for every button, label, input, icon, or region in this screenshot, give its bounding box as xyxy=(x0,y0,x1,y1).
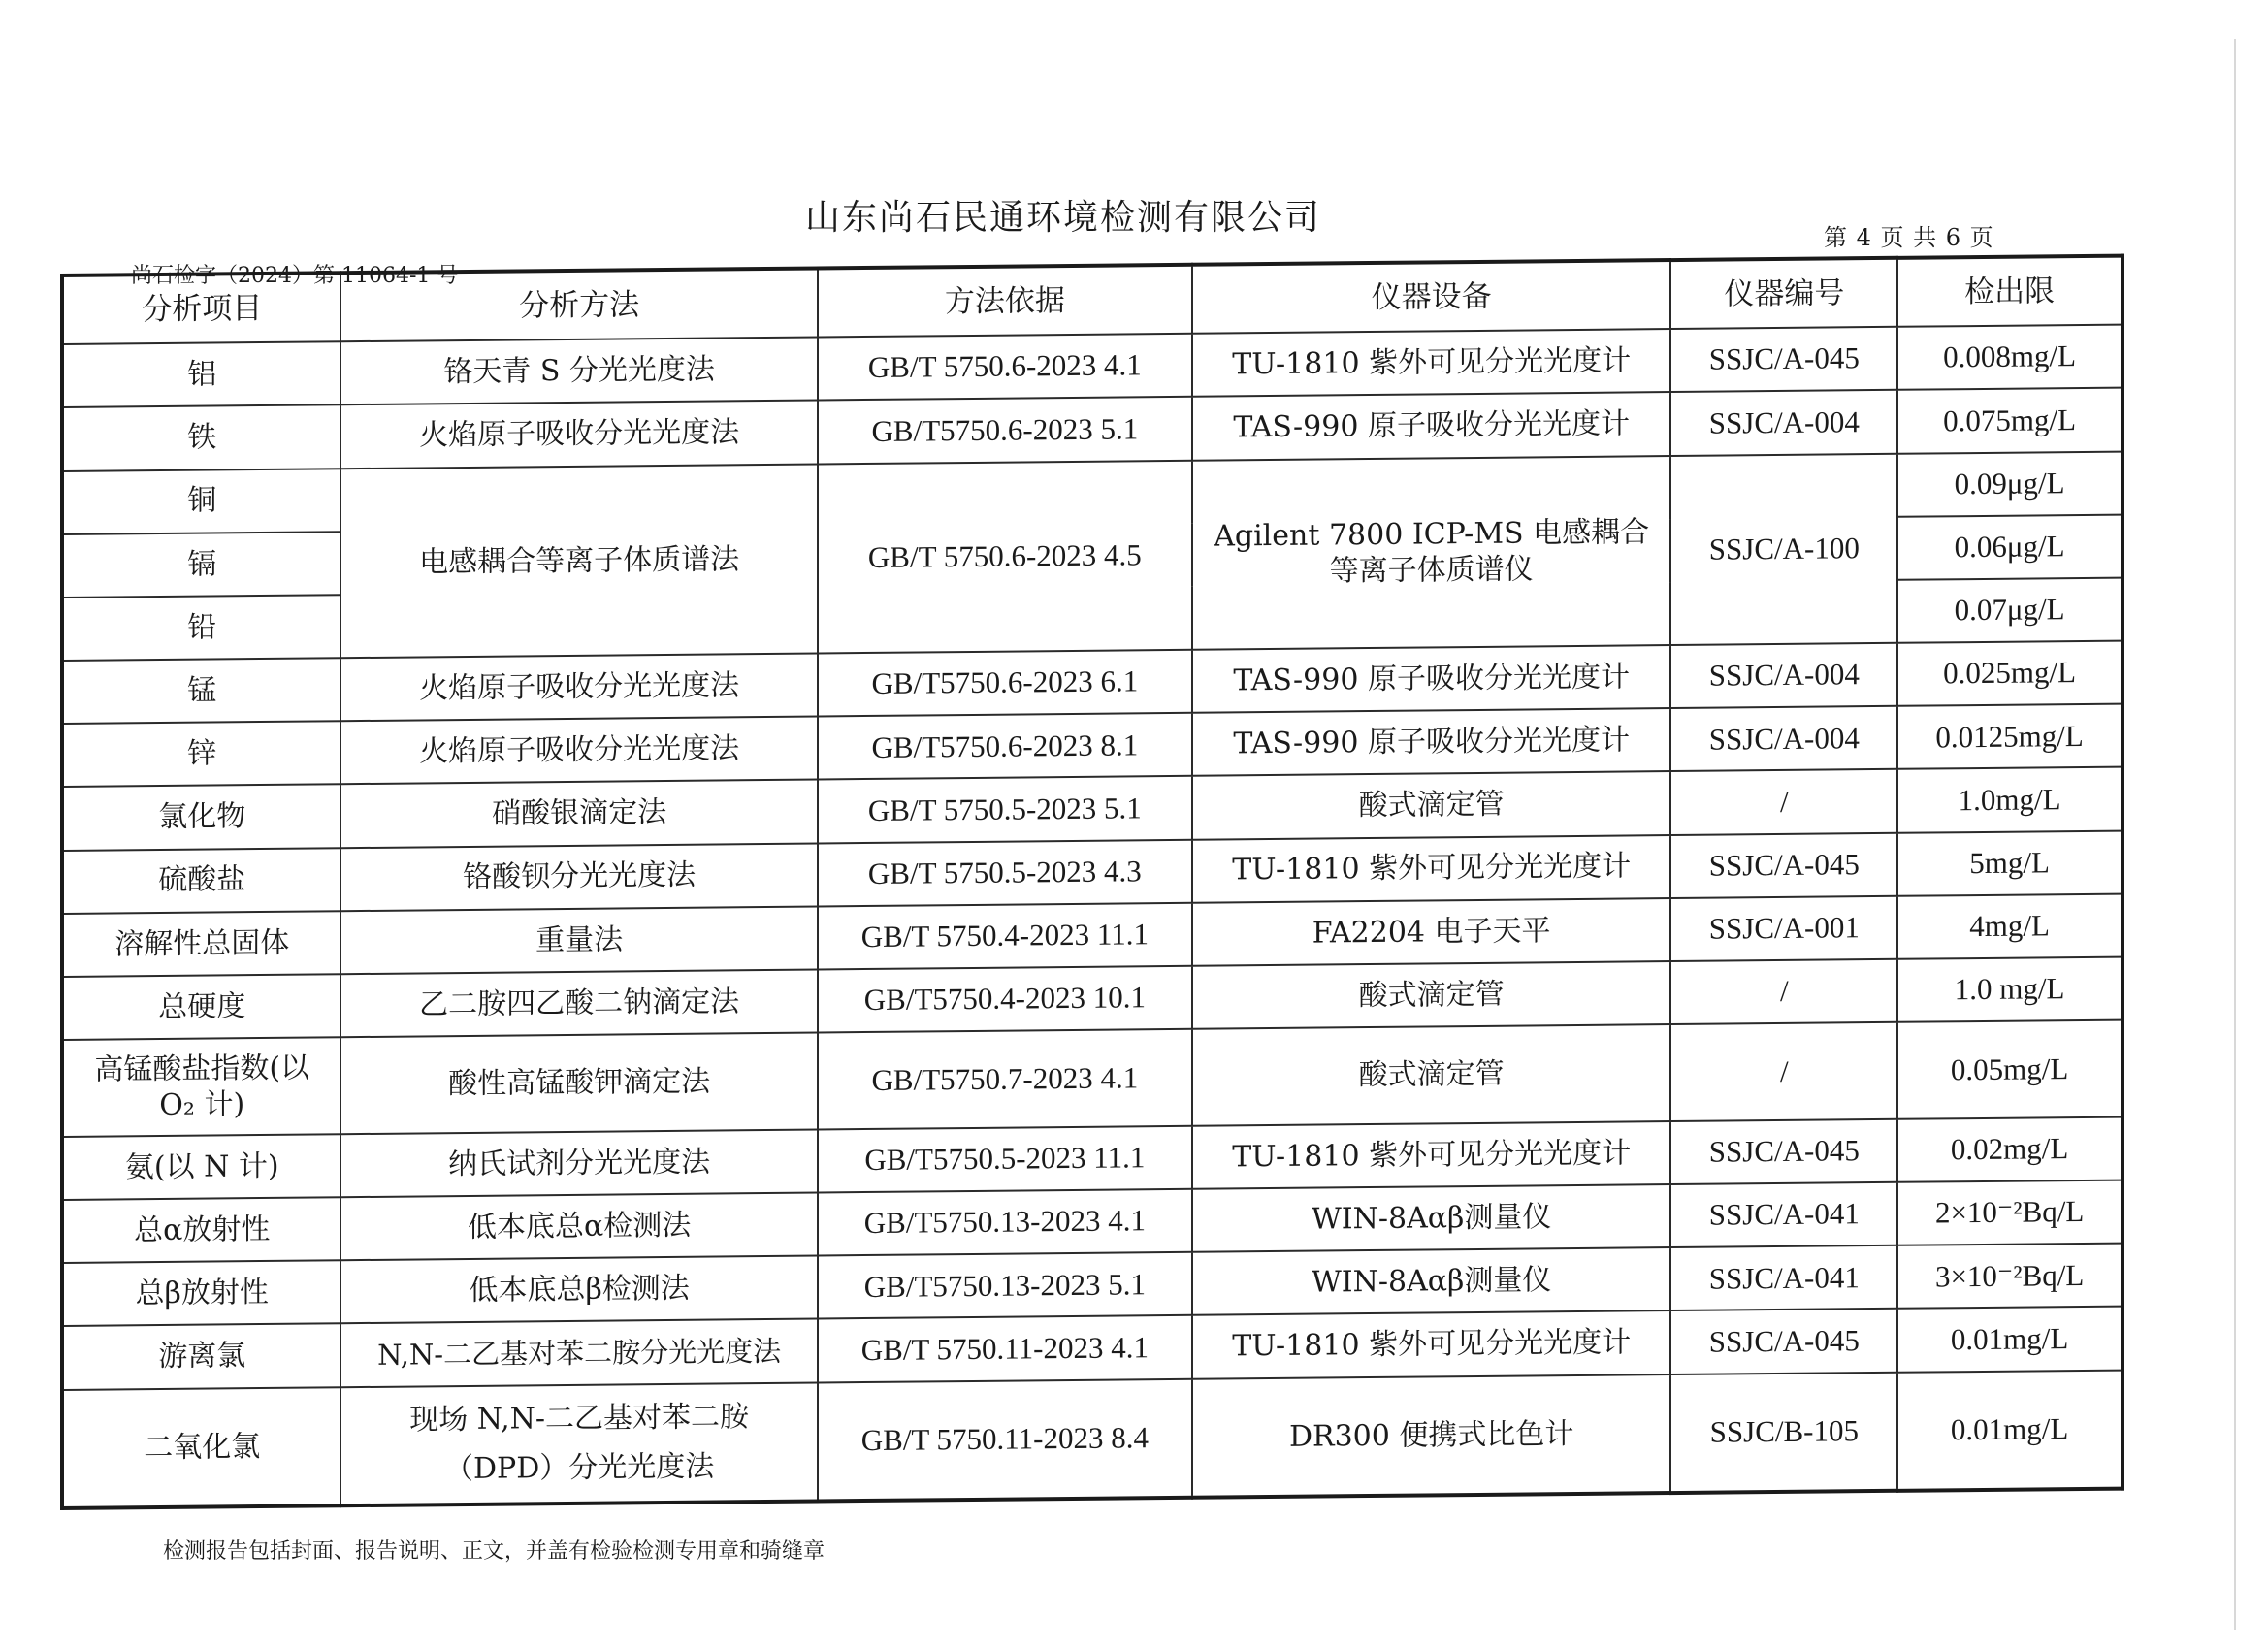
method-cell: 纳氏试剂分光光度法 xyxy=(340,1129,817,1197)
item-cell: 高锰酸盐指数(以 O₂ 计) xyxy=(62,1037,340,1137)
method-cell: 火焰原子吸收分光光度法 xyxy=(340,401,817,469)
method-cell: 重量法 xyxy=(340,906,817,974)
instrument-cell: TU-1810 紫外可见分光光度计 xyxy=(1192,1121,1670,1189)
item-cell: 铁 xyxy=(62,405,340,471)
item-cell: 铝 xyxy=(62,342,340,408)
basis-cell: GB/T5750.6-2023 5.1 xyxy=(818,397,1192,464)
instrument-cell: WIN-8Aαβ测量仪 xyxy=(1192,1184,1670,1252)
instrument-cell: TAS-990 原子吸收分光光度计 xyxy=(1192,708,1670,776)
basis-cell: GB/T 5750.5-2023 4.3 xyxy=(818,839,1192,906)
limit-cell: 4mg/L xyxy=(1897,893,2122,958)
instrument-no-cell: SSJC/A-100 xyxy=(1670,453,1897,645)
footnote: 检测报告包括封面、报告说明、正文，并盖有检验检测专用章和骑缝章 xyxy=(163,1539,826,1564)
item-cell: 铜 xyxy=(62,469,340,534)
basis-cell: GB/T 5750.6-2023 4.5 xyxy=(818,460,1192,653)
instrument-no-cell: SSJC/A-041 xyxy=(1670,1245,1897,1310)
header-item: 分析项目 xyxy=(62,273,340,344)
item-cell: 游离氯 xyxy=(62,1324,340,1390)
instrument-no-cell: SSJC/A-001 xyxy=(1670,896,1897,961)
instrument-cell: TAS-990 原子吸收分光光度计 xyxy=(1192,393,1670,461)
method-cell: 电感耦合等离子体质谱法 xyxy=(340,464,817,658)
header-basis: 方法依据 xyxy=(818,265,1192,338)
limit-cell: 0.09μg/L xyxy=(1897,451,2122,516)
instrument-no-cell: SSJC/A-004 xyxy=(1670,390,1897,455)
instrument-no-cell: SSJC/B-105 xyxy=(1670,1372,1897,1493)
limit-cell: 0.01mg/L xyxy=(1897,1370,2122,1491)
instrument-cell: WIN-8Aαβ测量仪 xyxy=(1192,1247,1670,1315)
limit-cell: 0.008mg/L xyxy=(1897,325,2122,390)
header-detection-limit: 检出限 xyxy=(1897,256,2122,328)
instrument-no-cell: SSJC/A-041 xyxy=(1670,1182,1897,1247)
basis-cell: GB/T5750.13-2023 5.1 xyxy=(818,1252,1192,1319)
instrument-no-cell: SSJC/A-004 xyxy=(1670,643,1897,708)
instrument-cell: 酸式滴定管 xyxy=(1192,961,1670,1029)
limit-cell: 0.075mg/L xyxy=(1897,388,2122,453)
instrument-cell: TAS-990 原子吸收分光光度计 xyxy=(1192,645,1670,713)
limit-cell: 0.06μg/L xyxy=(1897,514,2122,579)
method-cell: 低本底总α检测法 xyxy=(340,1193,817,1261)
basis-cell: GB/T5750.13-2023 4.1 xyxy=(818,1189,1192,1256)
method-cell: 火焰原子吸收分光光度法 xyxy=(340,654,817,722)
method-cell: 酸性高锰酸钾滴定法 xyxy=(340,1033,817,1135)
instrument-cell: TU-1810 紫外可见分光光度计 xyxy=(1192,1311,1670,1379)
method-cell: 硝酸银滴定法 xyxy=(340,780,817,848)
limit-cell: 1.0 mg/L xyxy=(1897,957,2122,1022)
basis-cell: GB/T 5750.11-2023 8.4 xyxy=(818,1378,1192,1501)
instrument-no-cell: / xyxy=(1670,769,1897,834)
item-cell: 总α放射性 xyxy=(62,1197,340,1263)
method-cell: 铬酸钡分光光度法 xyxy=(340,843,817,911)
method-cell: 低本底总β检测法 xyxy=(340,1256,817,1324)
instrument-no-cell: SSJC/A-045 xyxy=(1670,832,1897,897)
limit-cell: 3×10⁻²Bq/L xyxy=(1897,1244,2122,1309)
basis-cell: GB/T 5750.5-2023 5.1 xyxy=(818,776,1192,843)
limit-cell: 0.07μg/L xyxy=(1897,578,2122,643)
limit-cell: 0.0125mg/L xyxy=(1897,704,2122,769)
company-title: 山东尚石民通环境检测有限公司 xyxy=(805,198,1322,238)
header-instrument-no: 仪器编号 xyxy=(1670,258,1897,330)
instrument-no-cell: / xyxy=(1670,959,1897,1024)
header-method: 分析方法 xyxy=(340,269,817,342)
instrument-no-cell: SSJC/A-045 xyxy=(1670,1309,1897,1374)
basis-cell: GB/T 5750.6-2023 4.1 xyxy=(818,334,1192,401)
item-cell: 硫酸盐 xyxy=(62,848,340,914)
document-number: 尚石检字（2024）第 11064-1 号 xyxy=(131,264,459,288)
item-cell: 二氧化氯 xyxy=(62,1387,340,1508)
item-cell: 铅 xyxy=(62,595,340,661)
instrument-no-cell: SSJC/A-045 xyxy=(1670,327,1897,392)
basis-cell: GB/T5750.5-2023 11.1 xyxy=(818,1126,1192,1193)
instrument-no-cell: SSJC/A-045 xyxy=(1670,1119,1897,1184)
limit-cell: 0.01mg/L xyxy=(1897,1307,2122,1372)
method-cell: 现场 N,N-二乙基对苯二胺（DPD）分光光度法 xyxy=(340,1382,817,1505)
scan-edge-line xyxy=(2234,39,2236,1630)
basis-cell: GB/T5750.7-2023 4.1 xyxy=(818,1029,1192,1130)
method-cell: 火焰原子吸收分光光度法 xyxy=(340,717,817,785)
limit-cell: 0.025mg/L xyxy=(1897,641,2122,706)
instrument-no-cell: / xyxy=(1670,1022,1897,1121)
item-cell: 总β放射性 xyxy=(62,1261,340,1327)
basis-cell: GB/T5750.6-2023 6.1 xyxy=(818,650,1192,717)
instrument-cell: TU-1810 紫外可见分光光度计 xyxy=(1192,835,1670,903)
instrument-cell: FA2204 电子天平 xyxy=(1192,898,1670,966)
basis-cell: GB/T 5750.4-2023 11.1 xyxy=(818,903,1192,970)
item-cell: 溶解性总固体 xyxy=(62,911,340,977)
analysis-methods-table xyxy=(60,254,2124,1510)
header-instrument: 仪器设备 xyxy=(1192,260,1670,334)
instrument-cell: DR300 便携式比色计 xyxy=(1192,1374,1670,1498)
item-cell: 锰 xyxy=(62,658,340,724)
limit-cell: 1.0mg/L xyxy=(1897,767,2122,832)
instrument-cell: 酸式滴定管 xyxy=(1192,1024,1670,1126)
item-cell: 氯化物 xyxy=(62,785,340,851)
item-cell: 氨(以 N 计) xyxy=(62,1134,340,1200)
analysis-table-sheet xyxy=(60,254,2124,1510)
item-cell: 镉 xyxy=(62,532,340,598)
instrument-no-cell: SSJC/A-004 xyxy=(1670,706,1897,771)
limit-cell: 2×10⁻²Bq/L xyxy=(1897,1180,2122,1245)
basis-cell: GB/T 5750.11-2023 4.1 xyxy=(818,1315,1192,1382)
limit-cell: 5mg/L xyxy=(1897,830,2122,895)
table-row xyxy=(62,1370,2122,1508)
instrument-cell: TU-1810 紫外可见分光光度计 xyxy=(1192,329,1670,397)
basis-cell: GB/T5750.4-2023 10.1 xyxy=(818,966,1192,1033)
method-cell: 乙二胺四乙酸二钠滴定法 xyxy=(340,970,817,1038)
method-cell: 铬天青 S 分光光度法 xyxy=(340,338,817,405)
item-cell: 总硬度 xyxy=(62,974,340,1040)
limit-cell: 0.02mg/L xyxy=(1897,1117,2122,1182)
instrument-cell: 酸式滴定管 xyxy=(1192,772,1670,840)
page-info: 第 4 页 共 6 页 xyxy=(1824,224,1994,251)
basis-cell: GB/T5750.6-2023 8.1 xyxy=(818,713,1192,780)
item-cell: 锌 xyxy=(62,722,340,788)
method-cell: N,N-二乙基对苯二胺分光光度法 xyxy=(340,1319,817,1387)
instrument-cell: Agilent 7800 ICP-MS 电感耦合等离子体质谱仪 xyxy=(1192,456,1670,650)
limit-cell: 0.05mg/L xyxy=(1897,1020,2122,1119)
